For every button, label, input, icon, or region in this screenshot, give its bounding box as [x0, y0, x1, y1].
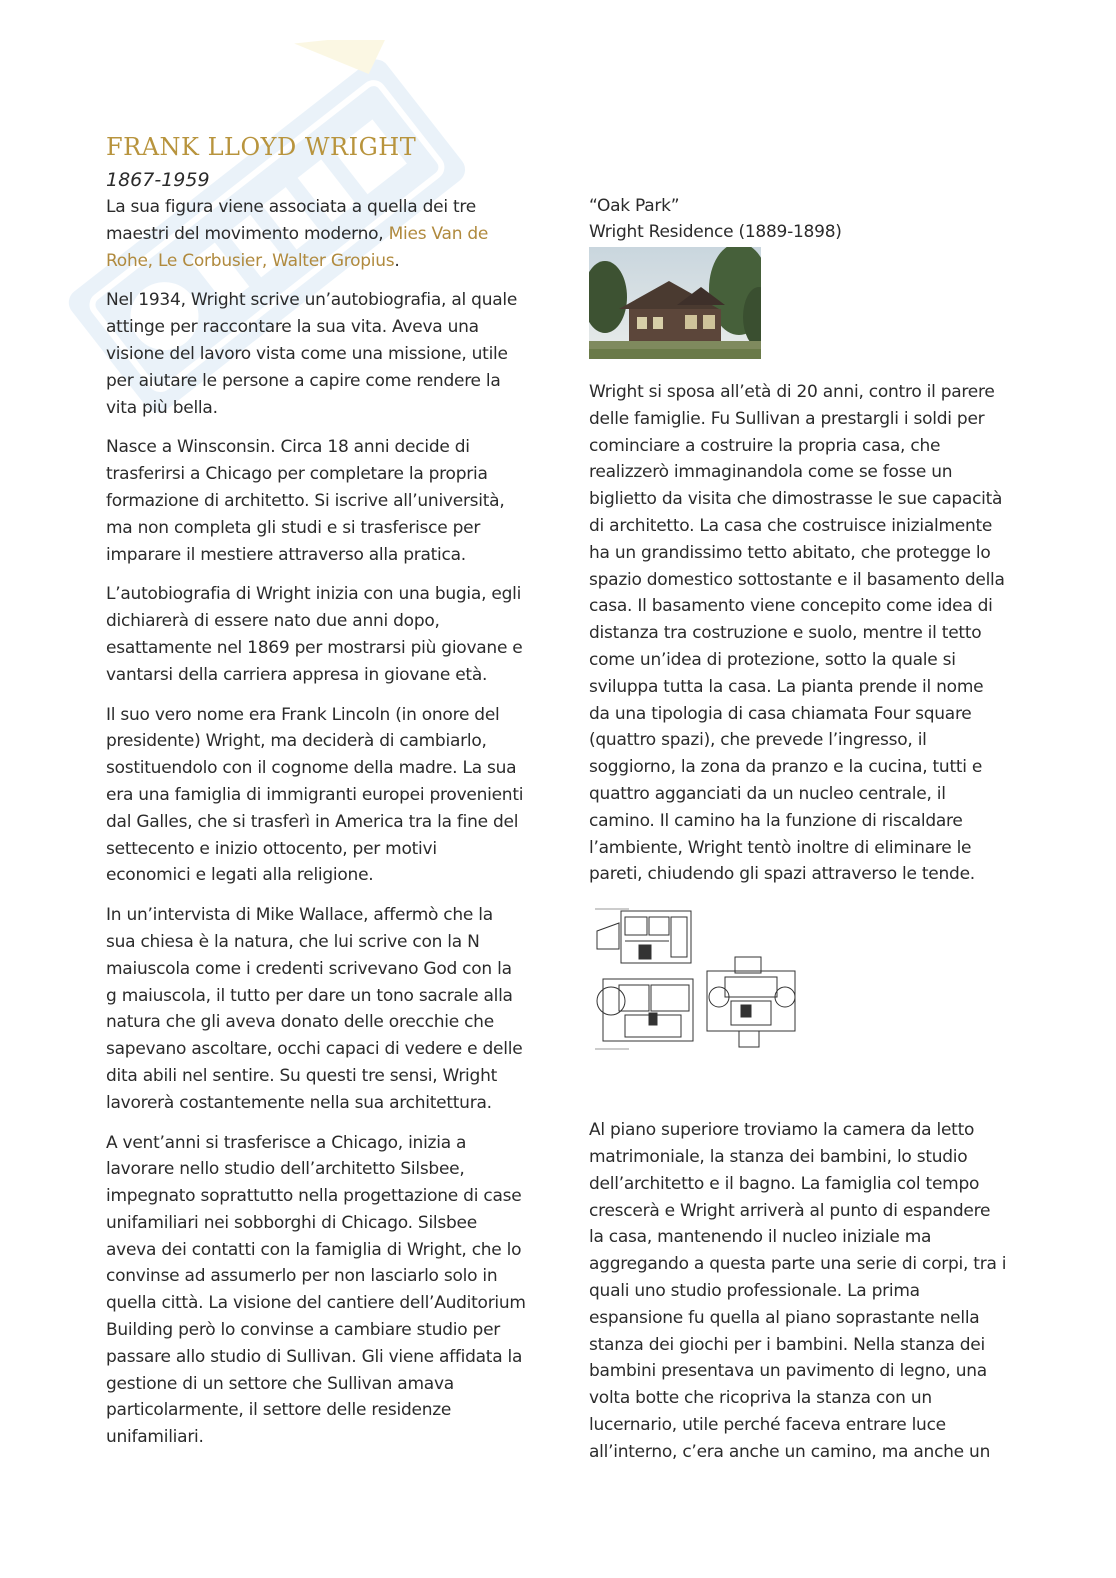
- masters-link[interactable]: Mies Van de Rohe, Le Corbusier, Walter Gropius: [106, 223, 489, 271]
- paragraph-career: A vent’anni si trasferisce a Chicago, inizia a lavorare nello studio dell’architetto Silsbee, impegnato soprattutto nella progettazione di case unifamiliari nei sobborghi di Chicago. Silsbee aveva dei contatti con la famiglia di Wright, che lo convinse ad assumerlo per non lasciarlo solo in quella città. La visione del cantiere dell’Auditorium Building però lo convinse a cambiare studio per passare allo studio di Sullivan. Gli viene affidata la gestione di un settore che Sullivan amava particolarmente, il settore delle residenze unifamiliari.: [106, 1132, 526, 1448]
- oak-park-house-photo: [589, 247, 761, 359]
- paragraph-lie: L’autobiografia di Wright inizia con una bugia, egli dichiarerà di essere nato due anni dopo, esattamente nel 1869 per mostrarsi più giovane e vantarsi della carriera appresa in giovane età.: [106, 584, 523, 685]
- life-dates: 1867-1959: [106, 169, 210, 191]
- paragraph-upper-floor: Al piano superiore troviamo la camera da letto matrimoniale, la stanza dei bambini, lo studio dell’architetto e il bagno. La famiglia col tempo crescerà e Wright arriverà al punto di espandere la casa, mantenendo il nucleo iniziale ma aggregando a questa parte una serie di corpi, tra i quali uno studio professionale. La prima espansione fu quella al piano soprastante nella stanza dei giochi per i bambini. Nella stanza dei bambini presentava un pavimento di legno, una volta botte che ricopriva la stanza con un lucernario, utile perché faceva entrare luce all’interno, c’era anche un camino, ma anche un: [589, 1120, 1007, 1462]
- paragraph-name: Il suo vero nome era Frank Lincoln (in onore del presidente) Wright, ma deciderà di cambiarlo, sostituendolo con il cognome della madre. La sua era una famiglia di immigranti europei provenienti dal Galles, che si trasferì in America tra la fine del settecento e inizio ottocento, per motivi economici e legati alla religione.: [106, 704, 524, 886]
- floor-plans-drawing: [589, 901, 803, 1055]
- left-column: [106, 128, 526, 1464]
- paragraph-house: Wright si sposa all’età di 20 anni, contro il parere delle famiglie. Fu Sullivan a prestargli i soldi per cominciare a costruire la propria casa, che realizzerò immaginandola come se fosse un biglietto da visita che dimostrasse le sue capacità di architetto. La casa che costruisce inizialmente ha un grandissimo tetto abitato, che protegge lo spazio domestico sottostante e il basamento della casa. Il basamento viene concepito come idea di distanza tra costruzione e suolo, mentre il tetto come un’idea di protezione, sotto la quale si sviluppa tutta la casa. La pianta prende il nome da una tipologia di casa chiamata Four square (quattro spazi), che prevede l’ingresso, il soggiorno, la zona da pranzo e la cucina, tutti e quattro agganciati da un nucleo centrale, il camino. Il camino ha la funzione di riscaldare l’ambiente, Wright tentò inoltre di eliminare le pareti, chiudendo gli spazi attraverso le tende.: [589, 382, 1005, 885]
- paragraph-intro: [106, 194, 526, 274]
- intro-text-end: .: [394, 250, 400, 271]
- paragraph-birth: Nasce a Winsconsin. Circa 18 anni decide di trasferirsi a Chicago per completare la propria formazione di architetto. Si iscrive all’università, ma non completa gli studi e si trasferisce per imparare il mestiere attraverso alla pratica.: [106, 437, 505, 565]
- photo-caption-subtitle: Wright Residence (1889-1898): [589, 222, 842, 242]
- paragraph-interview: In un’intervista di Mike Wallace, affermò che la sua chiesa è la natura, che lui scrive con la N maiuscola come i credenti scrivevano God con la g maiuscola, il tutto per dare un tono sacrale alla natura che gli aveva donato delle orecchie che sapevano ascoltare, occhi capaci di vedere e delle dita abili nel sentire. Su questi tre sensi, Wright lavorerà costantemente nella sua architettura.: [106, 905, 523, 1113]
- paragraph-autobiography: Nel 1934, Wright scrive un’autobiografia, al quale attinge per raccontare la sua vita. Aveva una visione del lavoro vista come una missione, utile per aiutare le persone a capire come rendere la vita più bella.: [106, 290, 518, 418]
- photo-caption-title: “Oak Park”: [589, 196, 680, 216]
- page-title: FRANK LLOYD WRIGHT: [106, 133, 417, 161]
- right-column: [589, 193, 1009, 1479]
- intro-text: La sua figura viene associata a quella dei tre maestri del movimento moderno,: [106, 197, 476, 244]
